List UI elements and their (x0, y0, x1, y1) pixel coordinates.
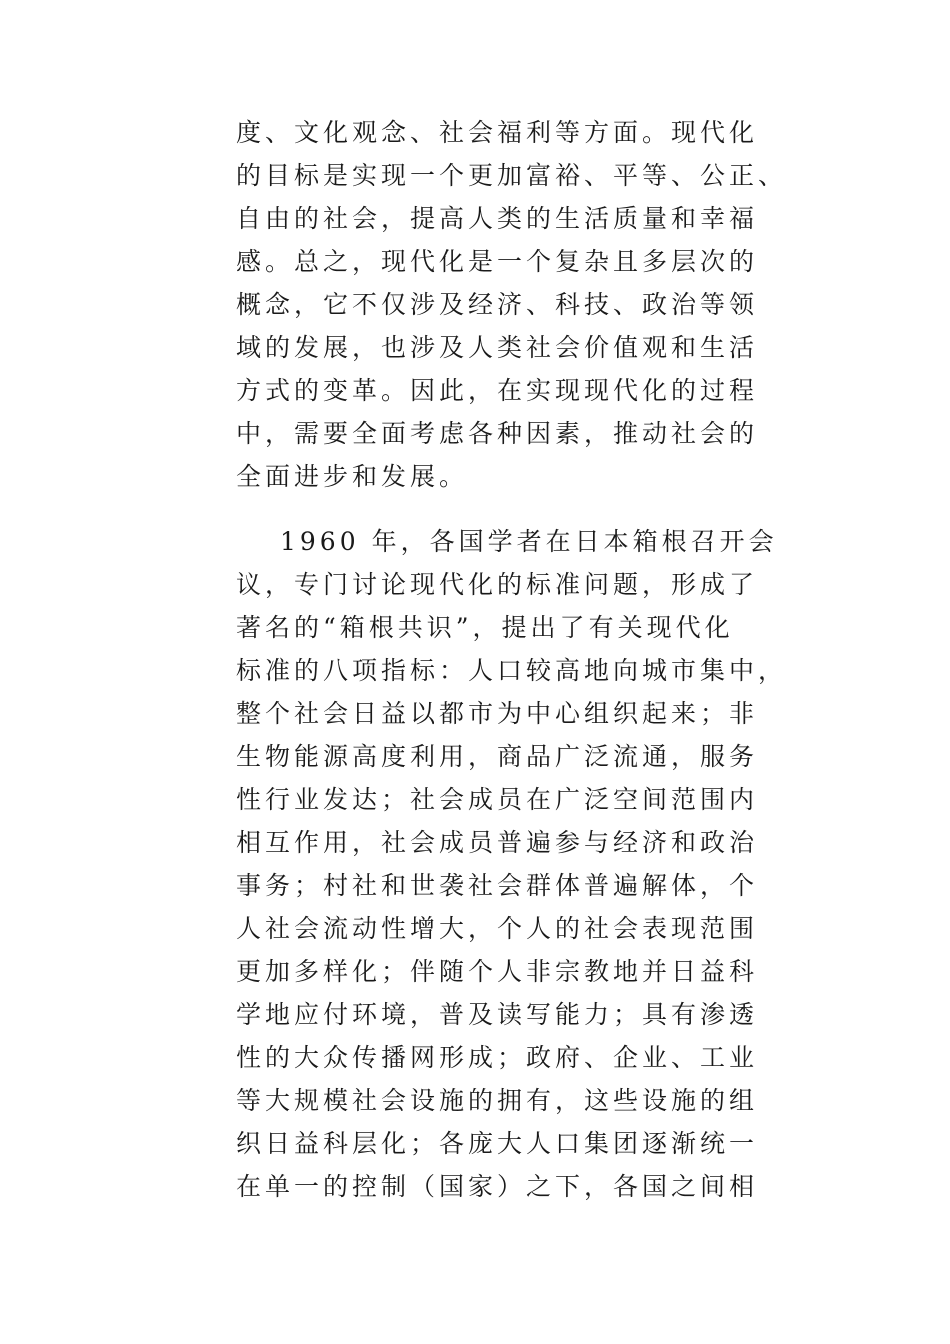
paragraph-line: 域的发展，也涉及人类社会价值观和生活 (236, 333, 759, 362)
paragraph-2 (236, 520, 788, 1208)
paragraph-line: 生物能源高度利用，商品广泛流通，服务 (236, 742, 759, 771)
paragraph-line: 中，需要全面考虑各种因素，推动社会的 (236, 419, 759, 448)
paragraph-line: 事务；村社和世袭社会群体普遍解体，个 (236, 871, 759, 900)
paragraph-line: 更加多样化；伴随个人非宗教地并日益科 (236, 957, 759, 986)
paragraph-line: 等大规模社会设施的拥有，这些设施的组 (236, 1086, 759, 1115)
paragraph-line: 1960 年，各国学者在日本箱根召开会 (280, 527, 778, 556)
paragraph-line: 感。总之，现代化是一个复杂且多层次的 (236, 247, 759, 276)
paragraph-line: 度、文化观念、社会福利等方面。现代化 (236, 118, 759, 147)
paragraph-line: 标准的八项指标：人口较高地向城市集中， (236, 656, 788, 685)
paragraph-line: 织日益科层化；各庞大人口集团逐渐统一 (236, 1129, 759, 1158)
paragraph-1 (236, 111, 788, 498)
paragraph-line: 方式的变革。因此，在实现现代化的过程 (236, 376, 759, 405)
paragraph-line: 整个社会日益以都市为中心组织起来；非 (236, 699, 759, 728)
paragraph-line: 的目标是实现一个更加富裕、平等、公正、 (236, 161, 788, 190)
paragraph-line: 人社会流动性增大，个人的社会表现范围 (236, 914, 759, 943)
paragraph-line: 全面进步和发展。 (236, 462, 469, 491)
paragraph-line: 在单一的控制（国家）之下，各国之间相 (236, 1172, 759, 1201)
paragraph-line: 性的大众传播网形成；政府、企业、工业 (236, 1043, 759, 1072)
paragraph-line: 学地应付环境，普及读写能力；具有渗透 (236, 1000, 759, 1029)
paragraph-line: 相互作用，社会成员普遍参与经济和政治 (236, 828, 759, 857)
paragraph-line: 议，专门讨论现代化的标准问题，形成了 (236, 570, 759, 599)
paragraph-line: 著名的“箱根共识”，提出了有关现代化 (236, 613, 734, 642)
paragraph-line: 自由的社会，提高人类的生活质量和幸福 (236, 204, 759, 233)
paragraph-line: 概念，它不仅涉及经济、科技、政治等领 (236, 290, 759, 319)
paragraph-line: 性行业发达；社会成员在广泛空间范围内 (236, 785, 759, 814)
